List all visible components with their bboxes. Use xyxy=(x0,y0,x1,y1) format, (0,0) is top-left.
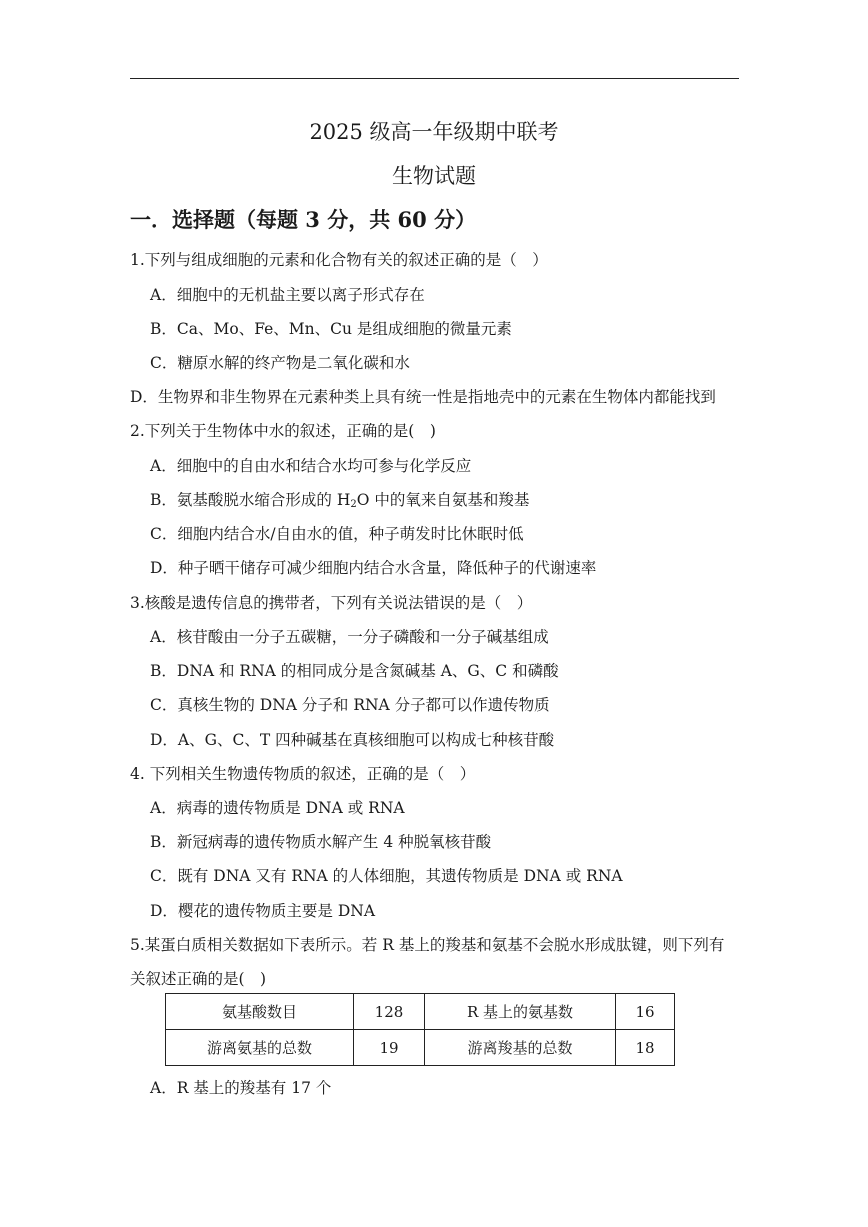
section-title: 一．选择题（每题 3 分，共 60 分） xyxy=(130,207,477,232)
question-4-option-c: C．既有 DNA 又有 RNA 的人体细胞，其遗传物质是 DNA 或 RNA xyxy=(150,867,623,885)
question-3-option-d: D．A、G、C、T 四种碱基在真核细胞可以构成七种核苷酸 xyxy=(150,731,555,749)
exam-subtitle: 生物试题 xyxy=(392,164,476,188)
question-1-stem: 1.下列与组成细胞的元素和化合物有关的叙述正确的是（ ） xyxy=(130,251,548,269)
question-1-option-b: B．Ca、Mo、Fe、Mn、Cu 是组成细胞的微量元素 xyxy=(150,320,512,338)
option-b-part1: B．氨基酸脱水缩合形成的 H xyxy=(150,491,351,509)
question-5-option-a: A．R 基上的羧基有 17 个 xyxy=(150,1079,332,1097)
question-2-option-c: C．细胞内结合水/自由水的值，种子萌发时比休眠时低 xyxy=(150,525,524,543)
question-3-stem: 3.核酸是遗传信息的携带者，下列有关说法错误的是（ ） xyxy=(130,594,533,612)
table-cell: 游离氨基的总数 xyxy=(166,1030,354,1066)
subscript-2: 2 xyxy=(350,499,357,510)
question-2-option-d: D．种子晒干储存可减少细胞内结合水含量，降低种子的代谢速率 xyxy=(150,559,597,577)
table-cell: 18 xyxy=(616,1030,675,1066)
option-b-part2: O 中的氧来自氨基和羧基 xyxy=(356,491,530,509)
table-row xyxy=(166,994,675,1030)
question-2-option-a: A．细胞中的自由水和结合水均可参与化学反应 xyxy=(150,457,472,475)
table-cell: 氨基酸数目 xyxy=(166,994,354,1030)
question-1-option-a: A．细胞中的无机盐主要以离子形式存在 xyxy=(150,286,425,304)
header-rule xyxy=(130,78,739,79)
question-1-option-d: D．生物界和非生物界在元素种类上具有统一性是指地壳中的元素在生物体内都能找到 xyxy=(130,388,716,406)
question-2-stem: 2.下列关于生物体中水的叙述，正确的是( ) xyxy=(130,422,436,440)
question-4-stem: 4. 下列相关生物遗传物质的叙述，正确的是（ ） xyxy=(130,765,476,783)
question-4-option-a: A．病毒的遗传物质是 DNA 或 RNA xyxy=(150,799,405,817)
question-5-stem-line1: 5.某蛋白质相关数据如下表所示。若 R 基上的羧基和氨基不会脱水形成肽键，则下列有 xyxy=(130,936,725,954)
exam-title: 2025 级高一年级期中联考 xyxy=(309,120,559,144)
protein-data-table xyxy=(165,993,675,1066)
question-3-option-b: B．DNA 和 RNA 的相同成分是含氮碱基 A、G、C 和磷酸 xyxy=(150,662,559,680)
question-2-option-b xyxy=(150,488,529,510)
table-cell: 游离羧基的总数 xyxy=(425,1030,616,1066)
table-cell: 19 xyxy=(354,1030,425,1066)
question-1-option-c: C．糖原水解的终产物是二氧化碳和水 xyxy=(150,354,410,372)
question-5-stem-line2: 关叙述正确的是( ) xyxy=(130,970,267,988)
question-4-option-d: D．樱花的遗传物质主要是 DNA xyxy=(150,902,376,920)
question-4-option-b: B．新冠病毒的遗传物质水解产生 4 种脱氧核苷酸 xyxy=(150,833,492,851)
table-cell: R 基上的氨基数 xyxy=(425,994,616,1030)
table-row xyxy=(166,1030,675,1066)
question-3-option-c: C．真核生物的 DNA 分子和 RNA 分子都可以作遗传物质 xyxy=(150,696,550,714)
table-cell: 128 xyxy=(354,994,425,1030)
question-3-option-a: A．核苷酸由一分子五碳糖，一分子磷酸和一分子碱基组成 xyxy=(150,628,549,646)
table-cell: 16 xyxy=(616,994,675,1030)
